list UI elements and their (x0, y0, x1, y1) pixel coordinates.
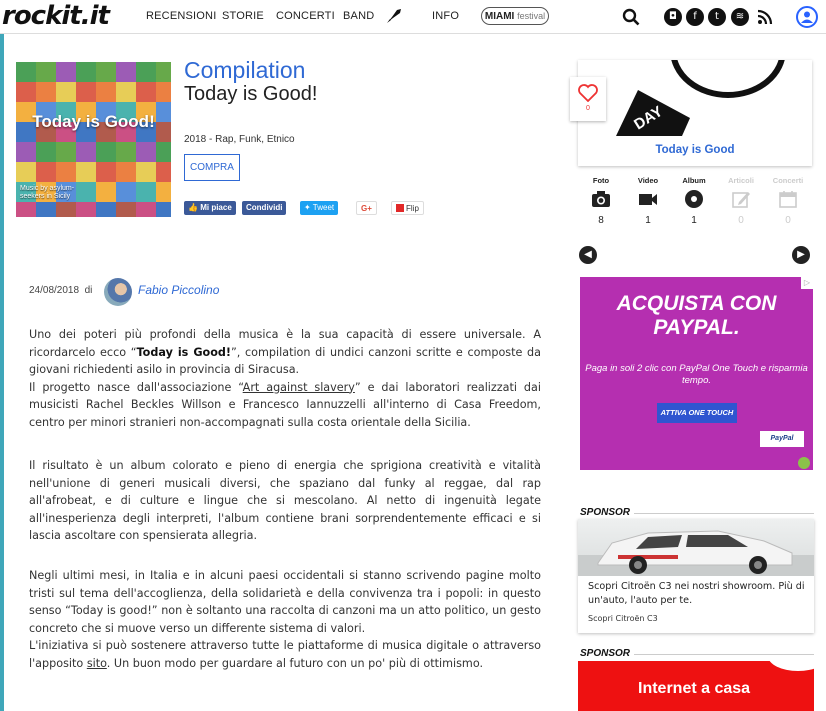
cover-tile (36, 162, 56, 182)
stat-concerti-count: 0 (785, 215, 791, 226)
cover-tile (76, 202, 96, 217)
cover-tile (36, 142, 56, 162)
cover-tile (16, 142, 36, 162)
flipboard-button[interactable] (391, 201, 424, 215)
calendar-icon (777, 188, 799, 210)
cover-tile (136, 182, 156, 202)
article-byline (29, 285, 92, 296)
article-paragraph-1 (29, 326, 541, 431)
cover-subtitle-text: Music by asylum-seekers in Sicily (20, 185, 75, 200)
like-count: 0 (586, 105, 590, 112)
svg-text:DAY: DAY (631, 102, 666, 134)
search-icon[interactable] (622, 8, 640, 26)
cover-tile (116, 82, 136, 102)
cover-tile (136, 82, 156, 102)
site-logo[interactable]: rockit.it (2, 1, 109, 31)
article-paragraph-3 (29, 567, 541, 672)
nav-band[interactable]: BAND (343, 10, 375, 22)
citroen-ad-source[interactable]: Scopri Citroën C3 (588, 614, 658, 623)
twitter-bird-icon: ✦ (304, 203, 311, 212)
author-avatar[interactable] (104, 278, 132, 306)
cover-tile (76, 62, 96, 82)
facebook-icon[interactable]: f (686, 8, 704, 26)
internet-ad[interactable] (578, 661, 814, 711)
car-photo (578, 519, 814, 576)
cover-tile (156, 142, 171, 162)
stat-articoli[interactable] (721, 176, 761, 226)
sponsor-label-2: SPONSOR (576, 647, 634, 660)
stat-concerti[interactable] (768, 176, 808, 226)
video-icon (637, 188, 659, 210)
paypal-logo: PayPal (760, 431, 804, 447)
next-arrow-button[interactable]: ▶ (792, 246, 810, 264)
cover-tile (96, 182, 116, 202)
paypal-ad[interactable] (580, 277, 813, 470)
album-type[interactable]: Compilation (184, 57, 306, 83)
miami-festival-button[interactable] (481, 7, 549, 25)
p1-bold-title: Today is Good! (136, 345, 231, 359)
instagram-icon[interactable]: ◘ (664, 8, 682, 26)
heart-icon (578, 84, 598, 102)
stat-album-count: 1 (691, 215, 697, 226)
like-heart-button[interactable] (570, 77, 606, 121)
citroen-ad[interactable] (578, 519, 814, 633)
stat-concerti-label: Concerti (772, 176, 804, 185)
nav-recensioni[interactable]: RECENSIONI (146, 10, 217, 22)
like-label: Mi piace (200, 203, 232, 212)
rss-icon[interactable] (757, 9, 773, 25)
cover-tile (116, 142, 136, 162)
stat-foto[interactable] (581, 176, 621, 226)
cover-tile (96, 202, 116, 217)
p1-text-b: ”, compilation di undici canzoni scritte e composte da giovani richiedenti asilo in provincia di Siracusa. (29, 345, 542, 376)
disc-icon (683, 188, 705, 210)
cover-tile (136, 202, 156, 217)
card-artwork (578, 60, 812, 144)
rocket-icon[interactable] (384, 6, 404, 26)
thumbs-up-icon: 👍 (188, 203, 198, 212)
pencil-icon (730, 188, 752, 210)
cover-tile (76, 162, 96, 182)
cover-tile (16, 162, 36, 182)
internet-ad-text: Internet a casa (638, 680, 751, 697)
p1-text-c: Il progetto nasce dall'associazione “ (29, 380, 243, 394)
nav-concerti[interactable]: CONCERTI (276, 10, 335, 22)
nav-info[interactable]: INFO (432, 10, 460, 22)
cover-tile (36, 82, 56, 102)
p3-text-a: Negli ultimi mesi, in Italia e in alcuni paesi occidentali si stanno scrivendo pagine molto tristi sul tema dell'accoglienza, della solidarietà e della convivenza tra i popoli: in questo senso “Today is good!” non è soltanto una raccolta di canzoni ma un atto politico, un gesto concreto che si muove verso un differente sistema di valori. (29, 569, 541, 635)
festival-label: festival (517, 11, 546, 21)
card-title[interactable]: Today is Good (655, 144, 735, 156)
cover-tile (156, 182, 171, 202)
cover-tile (56, 82, 76, 102)
album-summary-card[interactable] (578, 60, 812, 166)
ad-badge-icon (798, 457, 810, 469)
cover-tile (96, 62, 116, 82)
buy-button[interactable]: COMPRA (184, 154, 240, 181)
sito-link[interactable]: sito (86, 656, 107, 670)
miami-label: MIAMI (484, 11, 515, 22)
cover-tile (36, 202, 56, 217)
cover-tile (96, 142, 116, 162)
stat-video[interactable] (628, 176, 668, 226)
byline-di: di (84, 285, 93, 296)
cover-tile (76, 142, 96, 162)
album-title: Today is Good! (184, 83, 318, 105)
cover-tile (116, 182, 136, 202)
paypal-ad-body: Paga in soli 2 clic con PayPal One Touch e risparmia tempo. (585, 363, 808, 386)
album-cover-image[interactable] (16, 62, 171, 217)
cover-tile (56, 62, 76, 82)
stat-articoli-label: Articoli (728, 176, 754, 185)
page-left-accent (0, 34, 4, 711)
sponsor-label-1: SPONSOR (576, 506, 634, 519)
stat-album[interactable] (674, 176, 714, 226)
cover-tile (156, 202, 171, 217)
internet-ad-logo (768, 661, 814, 671)
cover-tile (136, 62, 156, 82)
cover-tile (16, 62, 36, 82)
cover-tile (116, 202, 136, 217)
spotify-icon[interactable]: ≋ (731, 8, 749, 26)
stat-video-count: 1 (645, 215, 651, 226)
tweet-button[interactable] (300, 201, 338, 215)
camera-icon (590, 188, 612, 210)
google-plus-button[interactable]: G+ (356, 201, 377, 215)
cover-tile (156, 162, 171, 182)
stat-foto-label: Foto (592, 176, 610, 185)
album-meta: 2018 - Rap, Funk, Etnico (184, 134, 295, 145)
cover-tile (56, 202, 76, 217)
user-account-icon[interactable] (796, 6, 818, 28)
nav-storie[interactable]: STORIE (222, 10, 264, 22)
previous-arrow-button[interactable]: ◀ (579, 246, 597, 264)
stat-articoli-count: 0 (738, 215, 744, 226)
ad-choices-icon[interactable]: ▷ (801, 277, 813, 289)
flipboard-icon (396, 204, 404, 212)
cover-tile (136, 162, 156, 182)
citroen-ad-text: Scopri Citroën C3 nei nostri showroom. Più di un'auto, l'auto per te. (588, 581, 805, 606)
facebook-share-button[interactable]: Condividi (242, 201, 286, 215)
twitter-icon[interactable]: t (708, 8, 726, 26)
stat-foto-count: 8 (598, 215, 604, 226)
p3-text-c: . Un buon modo per guardare al futuro con un po' più di ottimismo. (106, 656, 484, 670)
top-navigation-bar (0, 0, 826, 34)
cover-tile (16, 202, 36, 217)
article-paragraph-2: Il risultato è un album colorato e pieno di energia che sprigiona creatività e vitalità nell'unione di generi musicali diversi, che spaziano dal funky al reggae, dal rap all'afrobeat, e di culture e lingue che si mescolano. Al netto di ingenuità legate all'inesperienza degli interpreti, l'album contiene brani sorprendentemente efficaci e si lascia ascoltare con spensierata allegria. (29, 459, 541, 542)
stat-video-label: Video (637, 176, 659, 185)
facebook-like-button[interactable] (184, 201, 236, 215)
cover-title-text: Today is Good! (32, 112, 155, 131)
stat-album-label: Album (682, 176, 706, 185)
cover-tile (116, 162, 136, 182)
p1-text-d: ” e dai laboratori realizzati dai musicisti Rachel Beckles Willson e Francesco Iannuzzelli all'interno di Casa Freedom, centro per minori stranieri non-accompagnati sulla costa orientale della Sicilia. (29, 380, 541, 429)
cover-tile (96, 82, 116, 102)
author-link[interactable]: Fabio Piccolino (138, 283, 220, 297)
tweet-label: Tweet (312, 203, 335, 212)
cover-tile (96, 162, 116, 182)
paypal-ad-button[interactable]: ATTIVA ONE TOUCH (657, 403, 737, 423)
cover-tile (76, 82, 96, 102)
art-against-slavery-link[interactable]: Art against slavery (242, 380, 355, 394)
cover-tile (156, 82, 171, 102)
flip-label: Flip (406, 204, 419, 213)
p3-text-b: L'iniziativa si può sostenere attraverso tutte le piattaforme di musica digitale o attraverso l'apposito (29, 639, 541, 670)
paypal-ad-headline: ACQUISTA CON PAYPAL. (616, 292, 777, 339)
cover-tile (136, 142, 156, 162)
cover-tile (36, 62, 56, 82)
cover-tile (156, 62, 171, 82)
article-date: 24/08/2018 (29, 285, 80, 296)
cover-tile (56, 142, 76, 162)
cover-tile (116, 62, 136, 82)
cover-tile (16, 82, 36, 102)
p1-text-a: Uno dei poteri più profondi della musica è la sua capacità di essere universale. A ricordarcelo ecco “ (29, 328, 541, 359)
cover-tile (56, 162, 76, 182)
